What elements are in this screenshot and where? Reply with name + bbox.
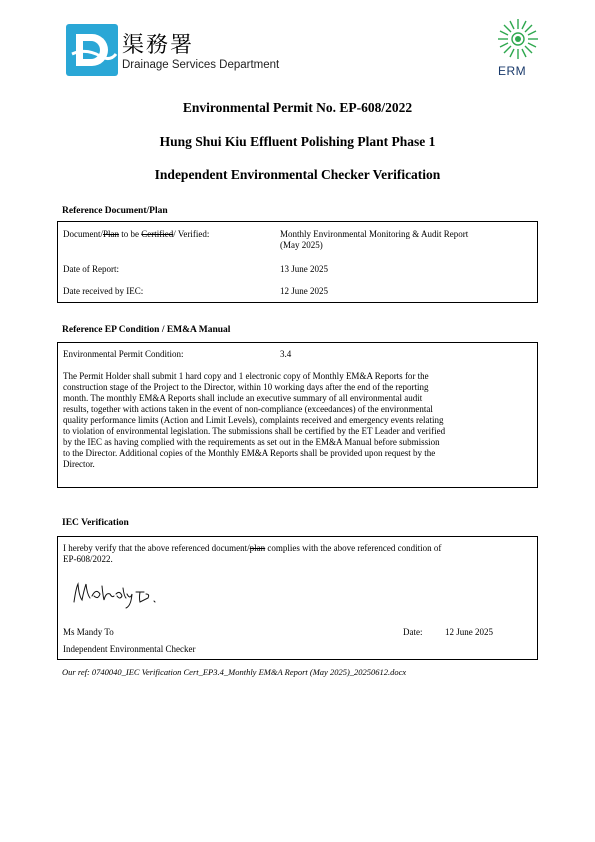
condition-value: 3.4 (280, 349, 292, 359)
date-report-value: 13 June 2025 (280, 264, 328, 274)
dept-english-name: Drainage Services Department (122, 59, 280, 71)
doc-label: Document/Plan to be Certified/ Verified: (63, 229, 210, 239)
condition-line: to violation of environmental legislation. The submissions shall be certified by the ET Leader and verified (63, 426, 446, 436)
permit-title: Environmental Permit No. EP-608/2022 (182, 100, 413, 115)
dsd-logo (66, 24, 118, 76)
iec-heading: IEC Verification (62, 518, 129, 528)
condition-text (63, 371, 535, 470)
iec-date-value: 12 June 2025 (445, 627, 493, 637)
condition-line: by the IEC as having complied with the requirements as set out in the EM&A Manual before submission (63, 437, 440, 447)
condition-line: quality performance limits (Action and Limit Levels), complaints received and emergency events relating (63, 415, 444, 425)
date-report-label: Date of Report: (63, 264, 119, 274)
iec-statement-line2: EP-608/2022. (63, 554, 113, 564)
date-received-label: Date received by IEC: (63, 286, 144, 296)
ref-doc-heading: Reference Document/Plan (62, 206, 168, 216)
erm-wordmark: ERM (498, 64, 527, 78)
doc-value-line2: (May 2025) (280, 240, 323, 250)
verification-title: Independent Environmental Checker Verification (154, 167, 441, 182)
ref-doc-box (57, 221, 538, 303)
iec-role: Independent Environmental Checker (63, 644, 196, 654)
condition-line: to the Director. Additional copies of the Monthly EM&A Reports shall be provided upon request by the (63, 448, 436, 458)
signature-image (70, 574, 165, 610)
dept-chinese-name: 渠務署 (122, 33, 195, 58)
our-reference: Our ref: 0740040_IEC Verification Cert_EP3.4_Monthly EM&A Report (May 2025)_20250612.docx (62, 667, 407, 677)
condition-label: Environmental Permit Condition: (63, 349, 184, 359)
ref-ep-heading: Reference EP Condition / EM&A Manual (62, 325, 231, 335)
condition-line: month. The monthly EM&A Reports shall include an executive summary of all environmental audit (63, 393, 423, 403)
condition-line: Director. (63, 459, 95, 469)
project-title: Hung Shui Kiu Effluent Polishing Plant Phase 1 (159, 134, 436, 149)
iec-name: Ms Mandy To (63, 627, 114, 637)
erm-logo (494, 17, 542, 61)
date-received-value: 12 June 2025 (280, 286, 328, 296)
iec-date-label: Date: (403, 627, 423, 637)
doc-value-line1: Monthly Environmental Monitoring & Audit Report (280, 229, 469, 239)
ref-ep-box (57, 342, 538, 488)
condition-line: The Permit Holder shall submit 1 hard copy and 1 electronic copy of Monthly EM&A Reports for the (63, 371, 429, 381)
condition-line: construction stage of the Project to the Director, within 10 working days after the end of the reporting (63, 382, 429, 392)
condition-line: results, together with actions taken in the event of non-compliance (exceedances) of the environmental (63, 404, 433, 414)
iec-statement-line1: I hereby verify that the above referenced document/plan complies with the above referenced condition of (63, 543, 442, 553)
